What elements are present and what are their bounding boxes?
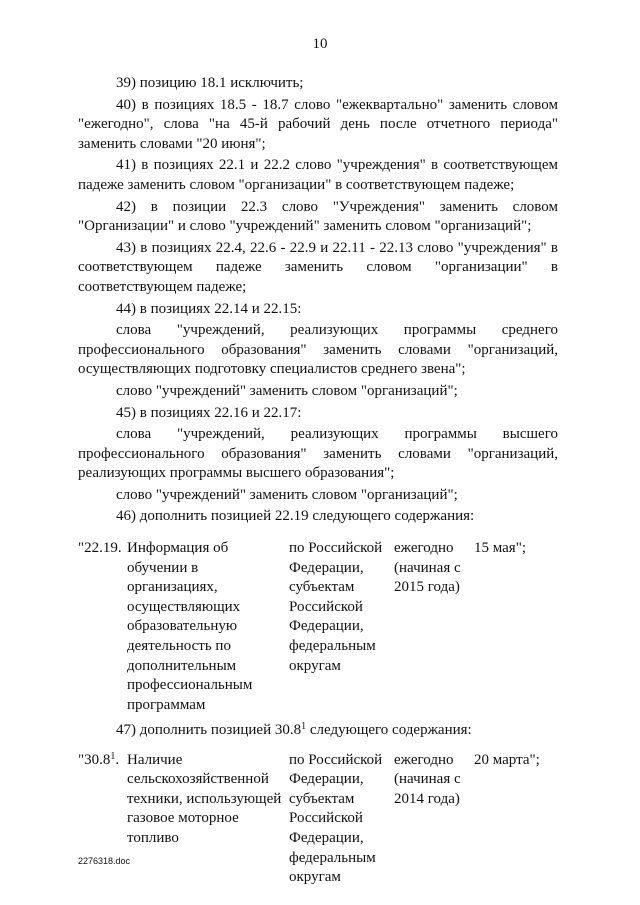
table-row-30-8 — [78, 750, 558, 886]
position-number — [78, 751, 119, 771]
item-44: 44) в позициях 22.14 и 22.15: — [116, 300, 302, 317]
item-45-word: слово "учреждений" заменить словом "организаций"; — [116, 486, 458, 503]
item-41: 41) в позициях 22.1 и 22.2 слово "учреждения" в соответствующем падеже заменить словом "организации" в соответствующем падеже; — [78, 157, 558, 193]
item-39: 39) позицию 18.1 исключить; — [116, 75, 304, 91]
position-name: Информация об обучении в организациях, осуществляющих образовательную деятельность по дополнительным профессиональным программам — [127, 540, 253, 713]
position-name: Наличие сельскохозяйственной техники, использующей газовое моторное топливо — [127, 751, 282, 847]
position-number: "22.19. — [78, 540, 122, 557]
item-42: 42) в позиции 22.3 слово "Учреждения" заменить словом "Организации" и слово "учреждений" заменить словом "организаций"; — [78, 198, 558, 235]
page-number: 10 — [312, 36, 328, 52]
item-46: 46) дополнить позицией 22.19 следующего содержания: — [116, 508, 475, 525]
position-period: ежегодно (начиная с 2015 года) — [394, 540, 461, 596]
item-47-text: 47) дополнить позицией 30.8 — [116, 722, 302, 739]
position-number-superscript: 1 — [110, 750, 116, 762]
position-number-text: "30.8 — [78, 751, 111, 768]
position-deadline: 15 мая"; — [474, 540, 526, 557]
position-period: ежегодно (начиная с 2014 года) — [394, 751, 461, 807]
item-45: 45) в позициях 22.16 и 22.17: — [116, 404, 302, 421]
document-body — [78, 74, 558, 886]
position-deadline: 20 марта"; — [474, 751, 540, 768]
item-44-word: слово "учреждений" заменить словом "организаций"; — [116, 382, 458, 399]
item-47-superscript: 1 — [301, 721, 307, 733]
item-47-tail: следующего содержания: — [306, 722, 472, 739]
position-level: по Российской Федерации, субъектам Российской Федерации, федеральным округам — [289, 540, 383, 674]
item-43: 43) в позициях 22.4, 22.6 - 22.9 и 22.11 - 22.13 слово "учреждения" в соответствующем падеже заменить словом "организации" в соответствующем падеже; — [78, 239, 558, 295]
item-45-words: слова "учреждений, реализующих программы высшего профессионального образования" заменить словами "организаций, реализующих программы высшего образования"; — [78, 426, 558, 482]
position-number-tail: . — [115, 751, 120, 768]
position-level: по Российской Федерации, субъектам Российской Федерации, федеральным округам — [289, 751, 383, 886]
file-name-footer: 2276318.doc — [78, 856, 131, 866]
item-40: 40) в позициях 18.5 - 18.7 слово "ежеквартально" заменить словом "ежегодно", слова "на 45-й рабочий день после отчетного периода" заменить словами "20 июня"; — [78, 96, 558, 152]
item-47 — [78, 721, 558, 741]
table-row-22-19 — [78, 539, 558, 715]
item-44-words: слова "учреждений, реализующих программы среднего профессионального образования" заменить словами "организаций, осуществляющих подготовку специалистов среднего звена"; — [78, 322, 558, 378]
